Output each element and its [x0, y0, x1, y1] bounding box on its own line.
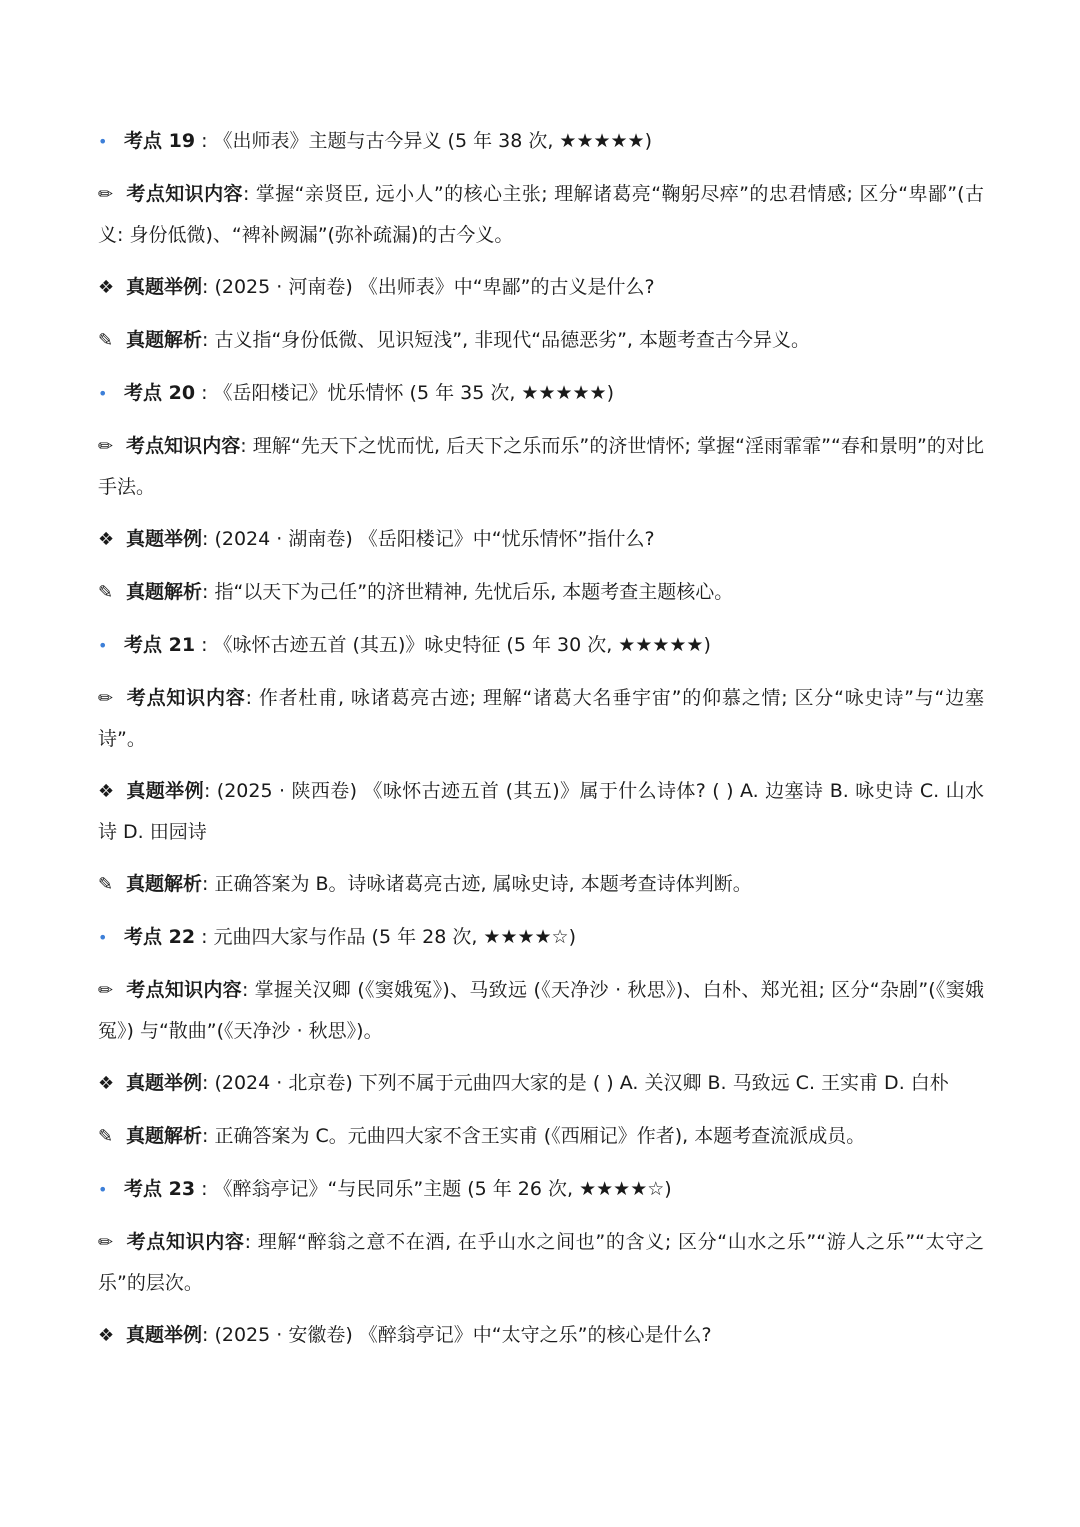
analysis-label: 真题解析 [126, 1125, 203, 1147]
topic-number: 考点 23 [124, 1178, 196, 1200]
diamond-icon: ❖ [98, 529, 115, 550]
topic-title: : 《出师表》主题与古今异义 (5 年 38 次, ★★★★★) [201, 130, 652, 152]
diamond-icon: ❖ [98, 1073, 115, 1094]
analysis-paragraph [98, 1116, 984, 1157]
example-text: : (2025 · 陕西卷) 《咏怀古迹五首 (其五)》属于什么诗体? ( ) A. 边塞诗 B. 咏史诗 C. 山水诗 D. 田园诗 [98, 780, 984, 843]
diamond-icon: ❖ [98, 277, 115, 298]
bullet-icon: • [98, 928, 108, 947]
knowledge-label: 考点知识内容 [126, 1231, 245, 1253]
topic-number: 考点 19 [124, 130, 196, 152]
topic-number: 考点 21 [124, 634, 196, 656]
knowledge-paragraph [98, 174, 984, 255]
pencil-icon: ✏ [98, 436, 114, 457]
analysis-paragraph [98, 320, 984, 361]
knowledge-label: 考点知识内容 [126, 687, 246, 709]
analysis-text: : 正确答案为 C。元曲四大家不含王实甫 (《西厢记》作者), 本题考查流派成员。 [202, 1125, 866, 1147]
topic-title: : 《醉翁亭记》“与民同乐”主题 (5 年 26 次, ★★★★☆) [201, 1178, 672, 1200]
analysis-label: 真题解析 [126, 873, 203, 895]
pencil-icon: ✏ [98, 980, 114, 1001]
knowledge-label: 考点知识内容 [126, 979, 242, 1001]
knowledge-label: 考点知识内容 [126, 183, 243, 205]
topic-heading [98, 917, 984, 958]
example-text: : (2024 · 北京卷) 下列不属于元曲四大家的是 ( ) A. 关汉卿 B. 马致远 C. 王实甫 D. 白朴 [202, 1072, 949, 1094]
diamond-icon: ❖ [98, 1325, 115, 1346]
example-label: 真题举例 [126, 1072, 203, 1094]
example-text: : (2025 · 安徽卷) 《醉翁亭记》中“太守之乐”的核心是什么? [202, 1324, 712, 1346]
writing-pen-icon: ✎ [98, 330, 114, 351]
analysis-text: : 正确答案为 B。诗咏诸葛亮古迹, 属咏史诗, 本题考查诗体判断。 [202, 873, 752, 895]
analysis-paragraph [98, 572, 984, 613]
topic-heading [98, 1169, 984, 1210]
bullet-icon: • [98, 1180, 108, 1199]
analysis-paragraph [98, 864, 984, 905]
knowledge-text: : 作者杜甫, 咏诸葛亮古迹; 理解“诸葛大名垂宇宙”的仰慕之情; 区分“咏史诗”与“边塞诗”。 [98, 687, 984, 750]
analysis-label: 真题解析 [126, 581, 203, 603]
example-paragraph [98, 771, 984, 852]
example-text: : (2024 · 湖南卷) 《岳阳楼记》中“忧乐情怀”指什么? [202, 528, 655, 550]
knowledge-text: : 理解“先天下之忧而忧, 后天下之乐而乐”的济世情怀; 掌握“淫雨霏霏”“春和景明”的对比手法。 [98, 435, 984, 498]
knowledge-paragraph [98, 1222, 984, 1303]
example-paragraph [98, 267, 984, 308]
writing-pen-icon: ✎ [98, 1126, 114, 1147]
topic-heading [98, 625, 984, 666]
knowledge-paragraph [98, 678, 984, 759]
knowledge-text: : 掌握关汉卿 (《窦娥冤》)、马致远 (《天净沙 · 秋思》)、白朴、郑光祖; 区分“杂剧”(《窦娥冤》) 与“散曲”(《天净沙 · 秋思》)。 [98, 979, 984, 1042]
analysis-label: 真题解析 [126, 329, 203, 351]
bullet-icon: • [98, 636, 108, 655]
pencil-icon: ✏ [98, 184, 114, 205]
topic-number: 考点 20 [124, 382, 196, 404]
writing-pen-icon: ✎ [98, 582, 114, 603]
example-label: 真题举例 [126, 276, 203, 298]
topic-number: 考点 22 [124, 926, 196, 948]
example-paragraph [98, 1315, 984, 1356]
example-label: 真题举例 [126, 780, 204, 802]
topic-title: : 元曲四大家与作品 (5 年 28 次, ★★★★☆) [201, 926, 576, 948]
knowledge-paragraph [98, 426, 984, 507]
example-text: : (2025 · 河南卷) 《出师表》中“卑鄙”的古义是什么? [202, 276, 655, 298]
knowledge-text: : 掌握“亲贤臣, 远小人”的核心主张; 理解诸葛亮“鞠躬尽瘁”的忠君情感; 区分“卑鄙”(古义: 身份低微)、“裨补阙漏”(弥补疏漏)的古今义。 [98, 183, 984, 246]
pencil-icon: ✏ [98, 1232, 114, 1253]
knowledge-text: : 理解“醉翁之意不在酒, 在乎山水之间也”的含义; 区分“山水之乐”“游人之乐”“太守之乐”的层次。 [98, 1231, 984, 1294]
example-label: 真题举例 [126, 1324, 203, 1346]
knowledge-label: 考点知识内容 [126, 435, 241, 457]
writing-pen-icon: ✎ [98, 874, 114, 895]
diamond-icon: ❖ [98, 781, 115, 802]
topic-title: : 《咏怀古迹五首 (其五)》咏史特征 (5 年 30 次, ★★★★★) [201, 634, 711, 656]
example-paragraph [98, 1063, 984, 1104]
analysis-text: : 指“以天下为己任”的济世精神, 先忧后乐, 本题考查主题核心。 [202, 581, 734, 603]
example-label: 真题举例 [126, 528, 203, 550]
analysis-text: : 古义指“身份低微、见识短浅”, 非现代“品德恶劣”, 本题考查古今异义。 [202, 329, 810, 351]
topic-title: : 《岳阳楼记》忧乐情怀 (5 年 35 次, ★★★★★) [201, 382, 614, 404]
bullet-icon: • [98, 384, 108, 403]
pencil-icon: ✏ [98, 688, 114, 709]
example-paragraph [98, 519, 984, 560]
document-page [98, 121, 984, 1368]
topic-heading [98, 121, 984, 162]
knowledge-paragraph [98, 970, 984, 1051]
topic-heading [98, 373, 984, 414]
bullet-icon: • [98, 132, 108, 151]
